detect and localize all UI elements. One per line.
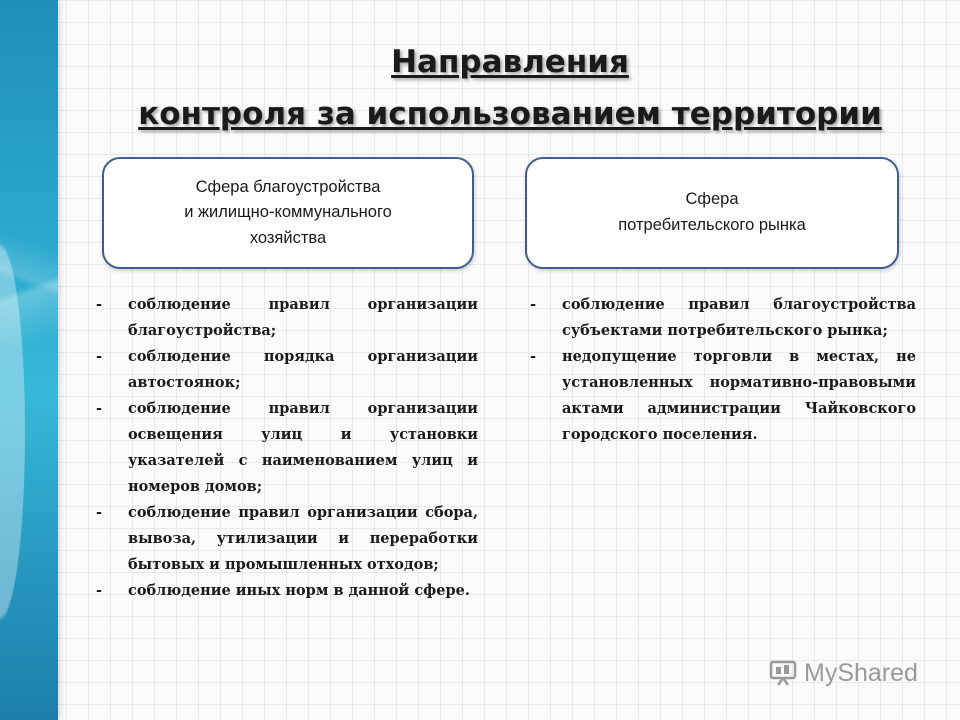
list-item	[530, 292, 916, 344]
slide-title-line-2: контроля за использованием территории	[138, 96, 882, 132]
list-item	[530, 344, 916, 448]
watermark-text: MyShared	[804, 658, 918, 687]
sphere-box-consumer-market	[525, 157, 899, 269]
sphere-box-housing-line: и жилищно-коммунального	[184, 203, 392, 222]
list-item-text: соблюдение правил организации благоустройства;	[128, 296, 478, 339]
market-control-list	[530, 292, 916, 448]
bullet-dash: -	[96, 400, 103, 417]
housing-control-list	[96, 292, 478, 604]
list-item	[96, 500, 478, 578]
sphere-box-housing-line: хозяйства	[249, 228, 327, 247]
bullet-dash: -	[530, 348, 537, 365]
bullet-dash: -	[96, 582, 103, 599]
list-item-text: соблюдение правил организации освещения улиц и установки указателей с наименованием улиц и номеров домов;	[128, 400, 478, 495]
list-item-text: недопущение торговли в местах, не установленных нормативно-правовыми актами администрации Чайковского городского поселения.	[562, 348, 916, 443]
myshared-watermark	[768, 655, 928, 691]
list-item	[96, 396, 478, 500]
decorative-side-band	[0, 0, 58, 720]
list-item-text: соблюдение иных норм в данной сфере.	[128, 582, 470, 599]
list-item-text: соблюдение порядка организации автостоянок;	[128, 348, 478, 391]
bullet-dash: -	[96, 296, 103, 313]
sphere-box-housing	[102, 157, 474, 269]
list-item	[96, 292, 478, 344]
bullet-dash: -	[96, 348, 103, 365]
bullet-dash: -	[96, 504, 103, 521]
list-item-text: соблюдение правил организации сбора, вывоза, утилизации и переработки бытовых и промышленных отходов;	[128, 504, 478, 573]
presentation-board-icon	[768, 658, 798, 688]
sphere-box-market-line: Сфера	[685, 190, 739, 209]
slide-title-line-1: Направления	[391, 44, 629, 80]
list-item	[96, 344, 478, 396]
bullet-dash: -	[530, 296, 537, 313]
list-item-text: соблюдение правил благоустройства субъектами потребительского рынка;	[562, 296, 916, 339]
list-item	[96, 578, 478, 604]
sphere-box-housing-line: Сфера благоустройства	[195, 177, 381, 196]
sphere-box-market-line: потребительского рынка	[618, 216, 806, 234]
